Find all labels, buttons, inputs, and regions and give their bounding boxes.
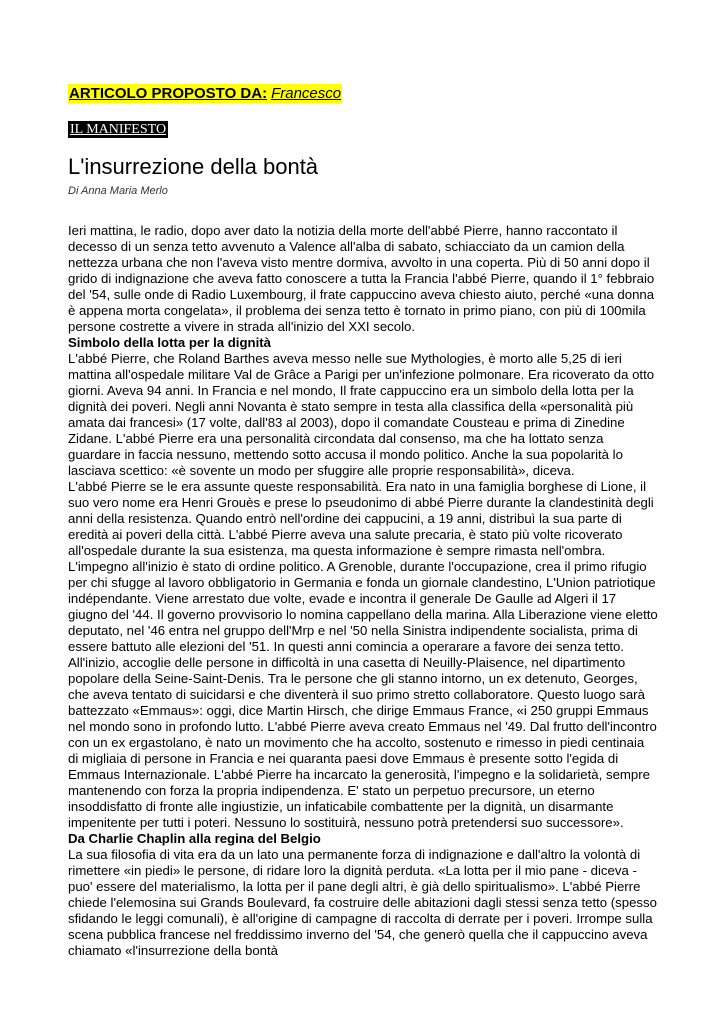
article-title: L'insurrezione della bontà: [68, 154, 319, 179]
paragraph-4: L'impegno all'inizio è stato di ordine politico. A Grenoble, durante l'occupazione, crea il primo rifugio per chi sfugge al lavoro obbligatorio in Germania e fonda un giornale clandestino, L'Union patriotique indépendante. Viene arrestato due volte, evade e incontra il generale De Gaulle ad Algeri il 17 giugno del '44. Il governo provvisorio lo nomina cappellano della marina. Alla Liberazione viene eletto deputato, nel '46 entra nel gruppo dell'Mrp e nel '50 nella Sinistra indipendente socialista, prima di essere battuto alle elezioni del '51. In questi anni comincia a operarare a favore dei senza tetto. All'inizio, accoglie delle persone in difficoltà in una casetta di Neuilly-Plaisence, nel dipartimento popolare della Seine-Saint-Denis. Tra le persone che gli stanno intorno, un ex detenuto, Georges, che aveva tentato di suicidarsi e che diventerà il suo primo stretto collaboratore. Questo luogo sarà battezzato «Emmaus»: oggi, dice Martin Hirsch, che dirige Emmaus France, «i 250 gruppi Emmaus nel mondo sono in profondo lutto. L'abbé Pierre aveva creato Emmaus nel '49. Dal frutto dell'incontro con un ex ergastolano, è nato un movimento che ha accolto, sostenuto e rimesso in piedi centinaia di migliaia di persone in Francia e nei quaranta paesi dove Emmaus è presente sotto l'egida di Emmaus Internazionale. L'abbé Pierre ha incarcato la generosità, l'impegno e la solidarietà, sempre mantenendo con forza la propria indipendenza. E' stato un perpetuo precursore, un eterno insoddisfatto di fronte alle ingiustizie, un infaticabile combattente per la dignità, un disarmante impenitente per tutti i poteri. Nessuno lo sostituirà, nessuno potrà pretendersi suo successore».: [68, 559, 658, 830]
article-body: [68, 223, 658, 959]
paragraph-3: L'abbé Pierre se le era assunte queste responsabilità. Era nato in una famiglia borghese di Lione, il suo vero nome era Henri Grouès e prese lo pseudonimo di abbé Pierre durante la clandestinità degli anni della resistenza. Quando entrò nell'ordine dei cappucini, a 19 anni, distribuì la sua parte di eredità ai poveri della città. L'abbé Pierre aveva una salute precaria, è stato più volte ricoverato all'ospedale durante la sua esistenza, ma questa informazione è sempre rimasta nell'ombra.: [68, 479, 654, 558]
source-label: IL MANIFESTO: [70, 122, 167, 137]
proposer-name: Francesco: [271, 85, 342, 102]
paragraph-2: L'abbé Pierre, che Roland Barthes aveva messo nelle sue Mythologies, è morto alle 5,25 di ieri mattina all'ospedale militare Val de Grâce a Parigi per un'infezione polmonare. Era ricoverato da otto giorni. Aveva 94 anni. In Francia e nel mondo, Il frate cappuccino era un simbolo della lotta per la dignità dei poveri. Negli anni Novanta è stato sempre in testa alla classifica della «personalità più amata dai francesi» (17 volte, dall'83 al 2003), dopo il comandate Cousteau e prima di Zinedine Zidane. L'abbé Pierre era una personalità circondata dal consenso, ma che ha lottato senza guardare in faccia nessuno, mettendo sotto accusa il mondo politico. Anche la sua popolarità lo lasciava scettico: «è sovente un modo per sfuggire alle proprie responsabilità», diceva.: [68, 351, 655, 478]
section-heading-2: Da Charlie Chaplin alla regina del Belgio: [68, 831, 321, 846]
proposer-line: [68, 84, 342, 103]
paragraph-5: La sua filosofia di vita era da un lato una permanente forza di indignazione e dall'altro la volontà di rimettere «in piedi» le persone, di ridare loro la dignità perduta. «La lotta per il mio pane - diceva - puo' essere del materialismo, la lotta per il pane degli altri, è già dello spiritualismo». L'abbé Pierre chiede l'elemosina sui Grands Boulevard, fa costruire delle abitazioni dagli stessi senza tetto (spesso sfidando le leggi comunali), è all'origine di campagne di raccolta di derrate per i poveri. Irrompe sulla scena pubblica francese nel freddissimo inverno del '54, che generò quella che il cappuccino aveva chiamato «l'insurrezione della bontà: [68, 847, 657, 958]
section-heading-1: Simbolo della lotta per la dignità: [68, 335, 271, 350]
proposer-label: ARTICOLO PROPOSTO DA:: [69, 85, 268, 102]
paragraph-1: Ieri mattina, le radio, dopo aver dato la notizia della morte dell'abbé Pierre, hanno raccontato il decesso di un senza tetto avvenuto a Valence all'alba di sabato, schiacciato da un camion della nettezza urbana che non l'aveva visto mentre dormiva, avvolto in una coperta. Più di 50 anni dopo il grido di indignazione che aveva fatto conoscere a tutta la Francia l'abbé Pierre, quando il 1° febbraio del '54, sulle onde di Radio Luxembourg, il frate cappuccino aveva chiesto aiuto, perché «una donna è appena morta congelata», il problema dei senza tetto è tornato in primo piano, con più di 100mila persone costrette a vivere in strada all'inizio del XXI secolo.: [68, 223, 655, 334]
article-byline: Di Anna Maria Merlo: [68, 185, 168, 197]
